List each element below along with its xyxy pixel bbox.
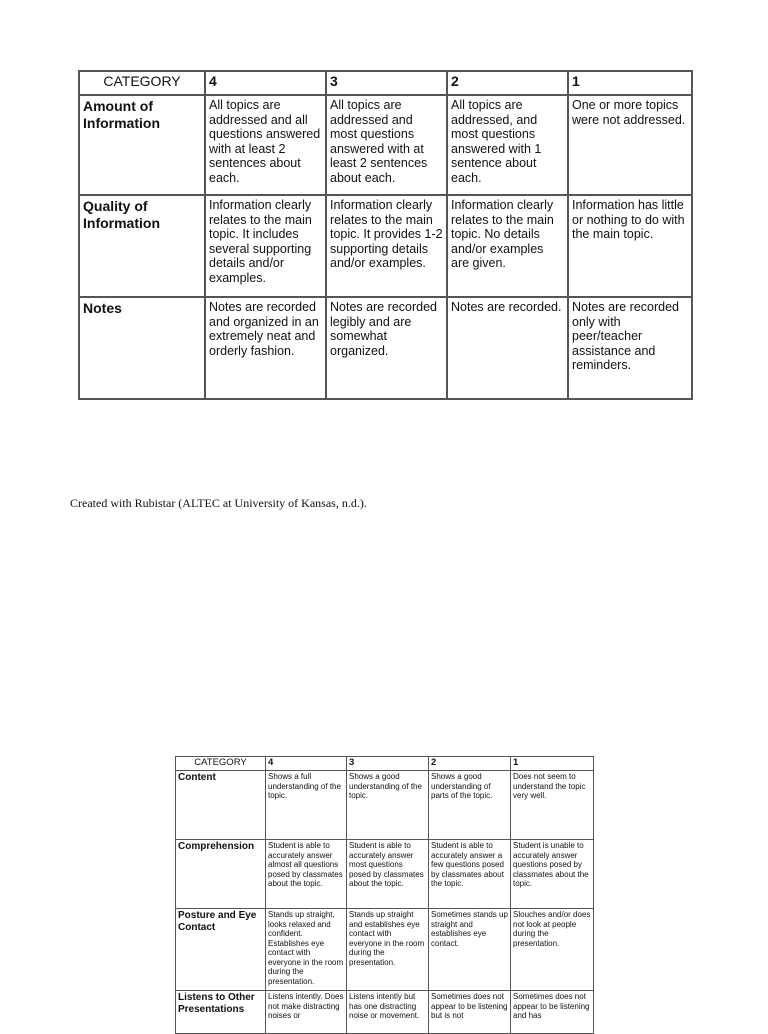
cell-score-4: Notes are recorded and organized in an extremely neat and orderly fashion. xyxy=(205,297,326,399)
header-score-2: 2 xyxy=(447,71,568,95)
row-category: Listens to Other Presentations xyxy=(176,991,266,1034)
table-row xyxy=(176,909,594,991)
cell-score-2: All topics are addressed, and most questions answered with 1 sentence about each. xyxy=(447,95,568,195)
cell-score-1: Notes are recorded only with peer/teacher assistance and reminders. xyxy=(568,297,692,399)
cell-score-2: Shows a good understanding of parts of the topic. xyxy=(429,771,511,840)
cell-score-3: Stands up straight and establishes eye contact with everyone in the room during the presentation. xyxy=(347,909,429,991)
cell-score-3: Shows a good understanding of the topic. xyxy=(347,771,429,840)
cell-score-3: Notes are recorded legibly and are somewhat organized. xyxy=(326,297,447,399)
cell-score-1: Student is unable to accurately answer questions posed by classmates about the topic. xyxy=(511,840,594,909)
cell-score-4: Listens intently. Does not make distracting noises or xyxy=(266,991,347,1034)
header-score-1: 1 xyxy=(568,71,692,95)
row-category: Posture and Eye Contact xyxy=(176,909,266,991)
table-row xyxy=(79,297,692,399)
cell-score-2: Information clearly relates to the main topic. No details and/or examples are given. xyxy=(447,195,568,297)
cell-score-1: Slouches and/or does not look at people during the presentation. xyxy=(511,909,594,991)
row-category: Quality of Information xyxy=(79,195,205,297)
cell-score-4: Stands up straight, looks relaxed and confident. Establishes eye contact with everyone in the room during the presentation. xyxy=(266,909,347,991)
row-category: Amount of Information xyxy=(79,95,205,195)
cell-score-4: Shows a full understanding of the topic. xyxy=(266,771,347,840)
cell-score-3: Information clearly relates to the main topic. It provides 1-2 supporting details and/or examples. xyxy=(326,195,447,297)
table-row xyxy=(176,771,594,840)
table-row xyxy=(79,195,692,297)
cell-score-2: Sometimes does not appear to be listening but is not xyxy=(429,991,511,1034)
cell-score-1: Information has little or nothing to do with the main topic. xyxy=(568,195,692,297)
cell-score-4: Student is able to accurately answer almost all questions posed by classmates about the topic. xyxy=(266,840,347,909)
table-row xyxy=(176,840,594,909)
table-row xyxy=(79,95,692,195)
row-category: Content xyxy=(176,771,266,840)
rubric-caption: Created with Rubistar (ALTEC at University of Kansas, n.d.). xyxy=(70,496,367,510)
cell-score-2: Notes are recorded. xyxy=(447,297,568,399)
header-score-1: 1 xyxy=(511,757,594,771)
header-category: CATEGORY xyxy=(176,757,266,771)
cell-score-1: One or more topics were not addressed. xyxy=(568,95,692,195)
header-category: CATEGORY xyxy=(79,71,205,95)
cell-score-2: Sometimes stands up straight and establishes eye contact. xyxy=(429,909,511,991)
header-score-3: 3 xyxy=(347,757,429,771)
table-row xyxy=(176,991,594,1034)
rubric-table-1 xyxy=(78,70,693,400)
cell-score-3: Student is able to accurately answer most questions posed by classmates about the topic. xyxy=(347,840,429,909)
cell-score-1: Sometimes does not appear to be listening and has xyxy=(511,991,594,1034)
cell-score-1: Does not seem to understand the topic very well. xyxy=(511,771,594,840)
header-row xyxy=(176,757,594,771)
header-row xyxy=(79,71,692,95)
header-score-4: 4 xyxy=(266,757,347,771)
cell-score-3: Listens intently but has one distracting noise or movement. xyxy=(347,991,429,1034)
header-score-2: 2 xyxy=(429,757,511,771)
header-score-4: 4 xyxy=(205,71,326,95)
header-score-3: 3 xyxy=(326,71,447,95)
rubric-table-2 xyxy=(175,756,594,1034)
cell-score-4: Information clearly relates to the main topic. It includes several supporting details and/or examples. xyxy=(205,195,326,297)
cell-score-3: All topics are addressed and most questions answered with at least 2 sentences about each. xyxy=(326,95,447,195)
row-category: Notes xyxy=(79,297,205,399)
cell-score-4: All topics are addressed and all questions answered with at least 2 sentences about each. xyxy=(205,95,326,195)
row-category: Comprehension xyxy=(176,840,266,909)
cell-score-2: Student is able to accurately answer a few questions posed by classmates about the topic. xyxy=(429,840,511,909)
